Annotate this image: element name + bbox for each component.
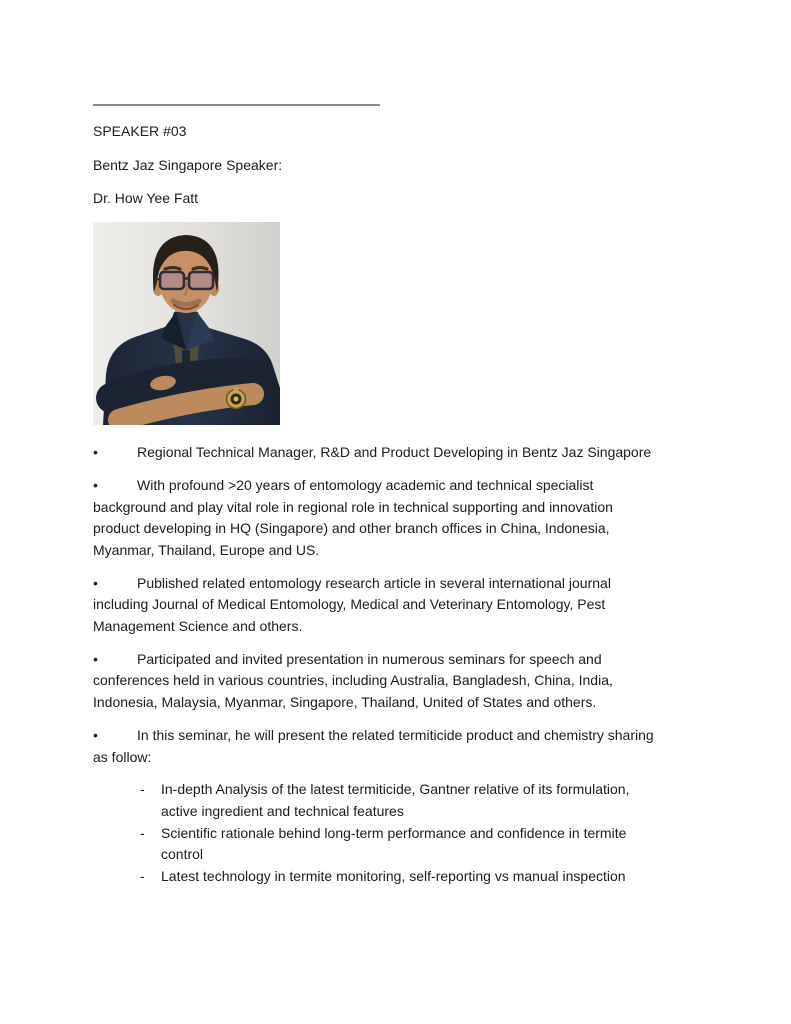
- bullet-item: [93, 442, 657, 464]
- dash-marker: -: [140, 781, 145, 798]
- document-content: [93, 0, 657, 888]
- bullet-marker: •: [93, 650, 98, 667]
- speaker-name: Dr. How Yee Fatt: [93, 190, 199, 207]
- dash-marker: -: [140, 868, 145, 885]
- sub-bullet-text: Scientific rationale behind long-term performance and confidence in termite control: [161, 824, 627, 863]
- sub-bullet-item: [93, 779, 657, 822]
- sub-bullet-text: In-depth Analysis of the latest termiticide, Gantner relative of its formulation, active ingredient and technical features: [161, 781, 630, 819]
- sub-bullet-item: [93, 866, 657, 888]
- bullet-text: Participated and invited presentation in numerous seminars for speech and conferences held in various countries, including Australia, Bangladesh, China, India, Indonesia, Malaysia, Myanmar, Singapore, Thailand, United of States and others.: [93, 650, 613, 711]
- bullet-marker: •: [93, 726, 98, 743]
- sub-bullet-text: Latest technology in termite monitoring, self-reporting vs manual inspection: [161, 868, 626, 885]
- speaker-photo: [93, 222, 280, 425]
- organization-line: Bentz Jaz Singapore Speaker:: [93, 156, 283, 173]
- bullet-marker: •: [93, 574, 98, 591]
- bullet-text: Published related entomology research article in several international journal including Journal of Medical Entomology, Medical and Veterinary Entomology, Pest Management Science and others.: [93, 574, 611, 635]
- bullet-item: [93, 649, 657, 714]
- section-label: SPEAKER #03: [93, 123, 187, 139]
- bullet-text: With profound >20 years of entomology academic and technical specialist background and play vital role in regional role in technical supporting and innovation product developing in HQ (Singapore) and other branch offices in China, Indonesia, Myanmar, Thailand, Europe and US.: [93, 476, 613, 558]
- bullet-item: [93, 725, 657, 768]
- speaker-portrait-illustration: [93, 222, 280, 425]
- sub-bullet-item: [93, 823, 657, 866]
- bullet-item: [93, 573, 657, 638]
- sub-bullet-list: [93, 779, 657, 888]
- dash-marker: -: [140, 824, 145, 841]
- bullet-text: Regional Technical Manager, R&D and Product Developing in Bentz Jaz Singapore: [137, 444, 652, 461]
- bullet-item: [93, 475, 657, 562]
- bullet-marker: •: [93, 476, 98, 493]
- bullet-marker: •: [93, 444, 98, 461]
- horizontal-rule: [93, 104, 380, 106]
- bullet-text: In this seminar, he will present the related termiticide product and chemistry sharing as follow:: [93, 726, 654, 765]
